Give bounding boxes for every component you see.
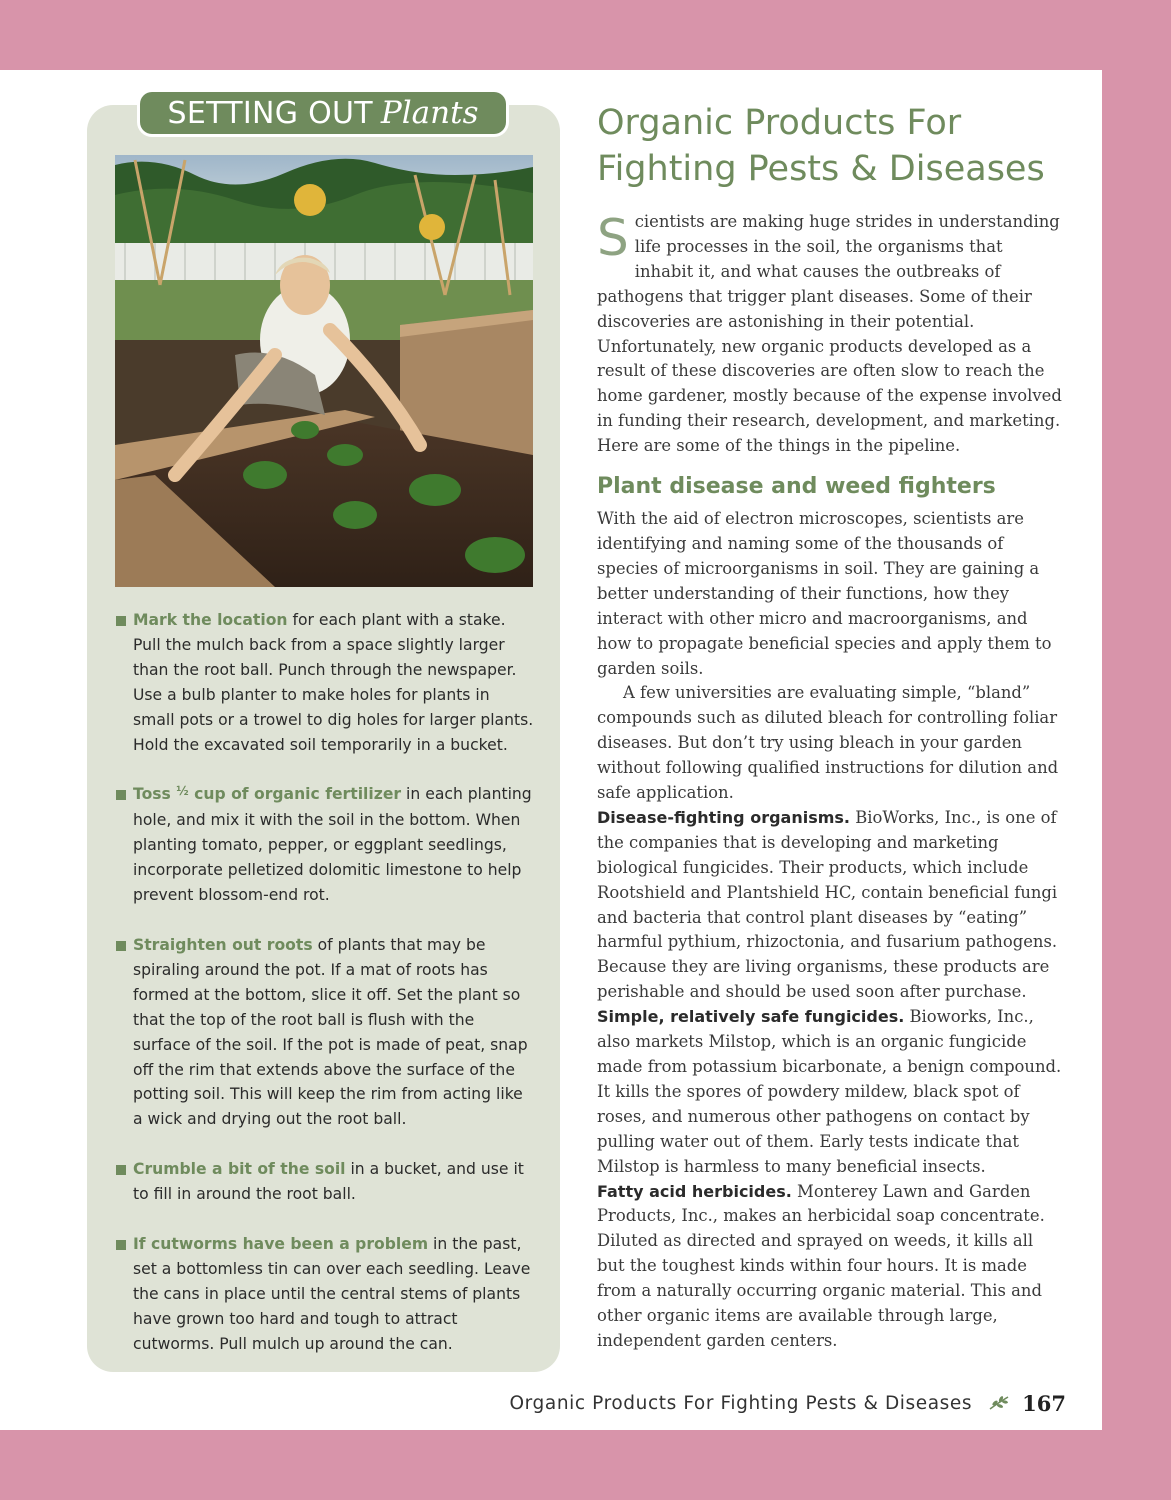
tip-lead-fraction: ½: [176, 784, 189, 799]
garden-photo: [115, 155, 533, 587]
product-section: [597, 1005, 1063, 1179]
section-text: Monterey Lawn and Garden Products, Inc., makes an herbicidal soap concentrate. Diluted as directed and sprayed on weeds, it kills all but the toughest kinds within four hours. It is made from a naturally occurring organic material. This and other organic items are available through large, independent garden centers.: [597, 1181, 1045, 1350]
section-text: BioWorks, Inc., is one of the companies that is developing and marketing biological fungicides. Their products, which include Rootshield and Plantshield HC, contain beneficial fungi and bacteria that control plant diseases by “eating” harmful pythium, rhizoctonia, and fusarium pathogens. Because they are living organisms, these products are perishable and should be used soon after purchase.: [597, 807, 1058, 1002]
tip-lead: If cutworms have been a problem: [133, 1235, 429, 1254]
tip-text: in a bucket, and use it to fill in around the root ball.: [133, 1160, 524, 1204]
run-in-heading: Simple, relatively safe fungicides.: [597, 1007, 905, 1027]
tip-lead: [133, 785, 401, 803]
list-item: [116, 1232, 536, 1357]
square-bullet-icon: [116, 1165, 126, 1175]
run-in-heading: Disease-fighting organisms.: [597, 807, 851, 827]
tip-text: for each plant with a stake. Pull the mulch back from a space slightly larger than the root ball. Punch through the newspaper. Use a bulb planter to make holes for plants in small pots or a trowel to dig holes for larger plants. Hold the excavated soil temporarily in a bucket.: [133, 611, 534, 754]
tip-text: in each planting hole, and mix it with the soil in the bottom. When planting tomato, pepper, or eggplant seedlings, incorporate pelletized dolomitic limestone to help prevent blossom-end rot.: [133, 785, 532, 905]
list-item: [116, 933, 536, 1132]
tip-lead-post: cup of organic fertilizer: [188, 785, 402, 804]
body-paragraph: A few universities are evaluating simple, “bland” compounds such as diluted bleach for controlling foliar diseases. But don’t try using bleach in your garden without following qualified instructions for dilution and safe application.: [597, 683, 1059, 803]
tip-text: in the past, set a bottomless tin can over each seedling. Leave the cans in place until the central stems of plants have grown too hard and tough to attract cutworms. Pull mulch up around the can.: [133, 1235, 531, 1353]
run-in-heading: Fatty acid herbicides.: [597, 1181, 792, 1201]
section-text: Bioworks, Inc., also markets Milstop, which is an organic fungicide made from potassium bicarbonate, a benign compound. It kills the spores of powdery mildew, black spot of roses, and numerous other pathogens on contact by pulling water out of them. Early tests indicate that Milstop is harmless to many beneficial insects.: [597, 1007, 1062, 1176]
section-heading: Plant disease and weed fighters: [597, 474, 996, 500]
intro-text: cientists are making huge strides in understanding life processes in the soil, the organisms that inhabit it, and what causes the outbreaks of pathogens that trigger plant diseases. Some of their discoveries are astonishing in their potential. Unfortunately, new organic products developed as a result of these discoveries are often slow to reach the home gardener, mostly because of the expense involved in funding their research, development, and marketing. Here are some of the things in the pipeline.: [597, 212, 1062, 456]
main-article: [597, 210, 1063, 1354]
intro-paragraph: [597, 210, 1063, 459]
tip-lead: Mark the location: [133, 611, 288, 629]
square-bullet-icon: [116, 1240, 126, 1250]
running-footer: [484, 1388, 1066, 1418]
square-bullet-icon: [116, 790, 126, 800]
tip-lead: Crumble a bit of the soil: [133, 1160, 346, 1179]
list-item: [116, 782, 536, 908]
square-bullet-icon: [116, 616, 126, 626]
sidebar-title-italic: Plants: [380, 95, 479, 131]
page-number: 167: [1022, 1390, 1066, 1416]
drop-cap: S: [597, 209, 629, 267]
leaf-sprig-icon: [988, 1394, 1010, 1412]
tip-text: of plants that may be spiraling around the pot. If a mat of roots has formed at the bottom, slice it off. Set the plant so that the top of the root ball is flush with the surface of the soil. If the pot is made of peat, snap off the rim that extends above the surface of the potting soil. This will keep the rim from acting like a wick and drying out the root ball.: [133, 935, 528, 1129]
sidebar-title: SETTING OUT: [167, 95, 373, 131]
product-section: [597, 806, 1063, 1005]
page-title: Organic Products For Fighting Pests & Diseases: [597, 103, 1045, 189]
sidebar-title-tab: [140, 92, 506, 134]
tip-lead-pre: Toss: [133, 785, 177, 804]
list-item: [116, 1157, 536, 1207]
list-item: [116, 608, 536, 757]
tip-lead: Straighten out roots: [133, 935, 313, 954]
square-bullet-icon: [116, 941, 126, 951]
product-section: [597, 1180, 1063, 1354]
running-title: Organic Products For Fighting Pests & Diseases: [509, 1392, 973, 1414]
tips-list: [116, 608, 536, 1382]
body-paragraph: With the aid of electron microscopes, scientists are identifying and naming some of the thousands of species of microorganisms in soil. They are gaining a better understanding of their functions, how they interact with other micro and macroorganisms, and how to propagate beneficial species and apply them to garden soils.: [597, 509, 1052, 678]
